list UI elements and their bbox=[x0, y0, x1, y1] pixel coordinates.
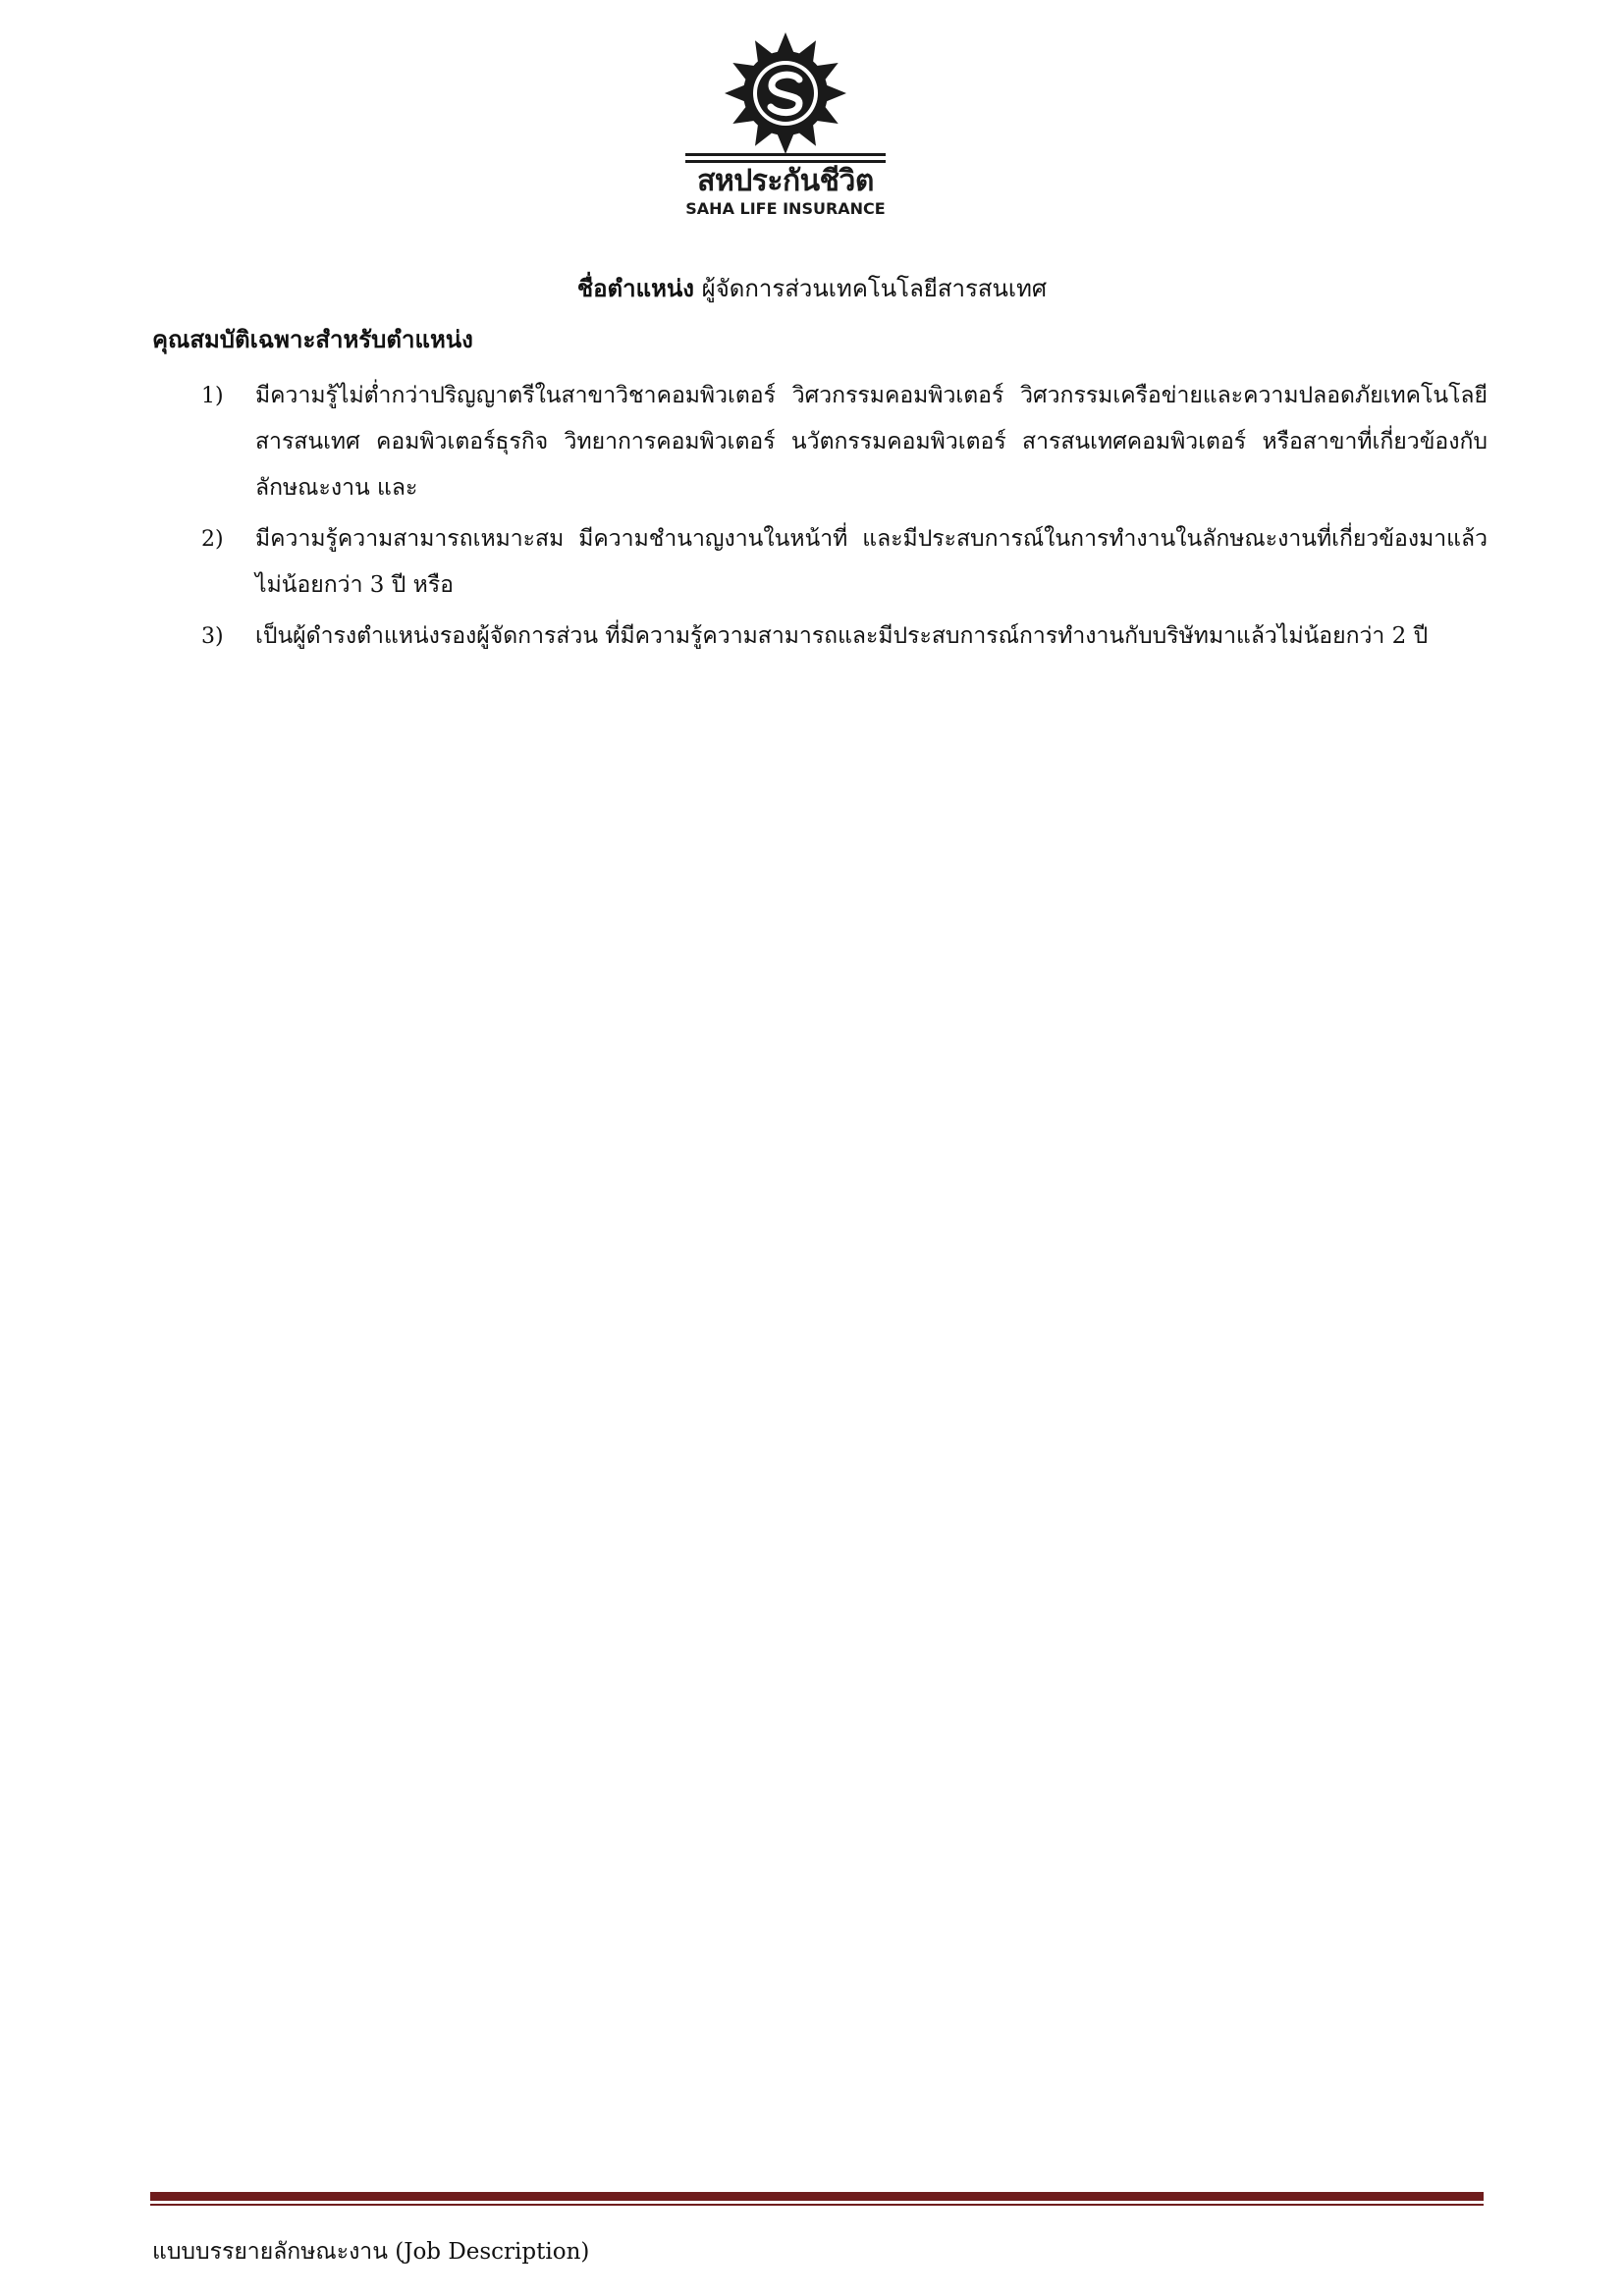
footer-divider-thick bbox=[150, 2192, 1484, 2201]
footer-document-title: แบบบรรยายลักษณะงาน (Job Description) bbox=[152, 2239, 590, 2265]
position-title bbox=[0, 271, 1624, 306]
list-item bbox=[201, 614, 1488, 660]
qualifications-list bbox=[201, 373, 1488, 665]
list-item bbox=[201, 516, 1488, 609]
position-title-label: ชื่อตำแหน่ง bbox=[576, 274, 695, 302]
list-item-text: มีความรู้ไม่ต่ำกว่าปริญญาตรีในสาขาวิชาคอมพิวเตอร์ วิศวกรรมคอมพิวเตอร์ วิศวกรรมเครือข่ายและความปลอดภัยเทคโนโลยีสารสนเทศ คอมพิวเตอร์ธุรกิจ วิทยาการคอมพิวเตอร์ นวัตกรรมคอมพิวเตอร์ สารสนเทศคอมพิวเตอร์ หรือสาขาที่เกี่ยวข้องกับลักษณะงาน และ bbox=[255, 383, 1488, 501]
list-item-number: 2) bbox=[201, 527, 224, 552]
logo-thai-name: สหประกันชีวิต bbox=[697, 164, 874, 198]
qualifications-heading: คุณสมบัติเฉพาะสำหรับตำแหน่ง bbox=[152, 325, 473, 353]
list-item-number: 1) bbox=[201, 384, 224, 408]
position-title-value: ผู้จัดการส่วนเทคโนโลยีสารสนเทศ bbox=[701, 275, 1048, 302]
logo-english-name: SAHA LIFE INSURANCE bbox=[685, 199, 886, 218]
list-item bbox=[201, 373, 1488, 511]
list-item-number: 3) bbox=[201, 624, 224, 649]
footer-divider-thin bbox=[150, 2204, 1484, 2206]
list-item-text: มีความรู้ความสามารถเหมาะสม มีความชำนาญงานในหน้าที่ และมีประสบการณ์ในการทำงานในลักษณะงานที่เกี่ยวข้องมาแล้วไม่น้อยกว่า 3 ปี หรือ bbox=[255, 526, 1488, 598]
sun-emblem-icon bbox=[677, 29, 893, 167]
list-item-text: เป็นผู้ดำรงตำแหน่งรองผู้จัดการส่วน ที่มีความรู้ความสามารถและมีประสบการณ์การทำงานกับบริษัทมาแล้วไม่น้อยกว่า 2 ปี bbox=[255, 623, 1429, 649]
company-logo bbox=[677, 29, 893, 226]
footer-divider bbox=[150, 2192, 1484, 2206]
